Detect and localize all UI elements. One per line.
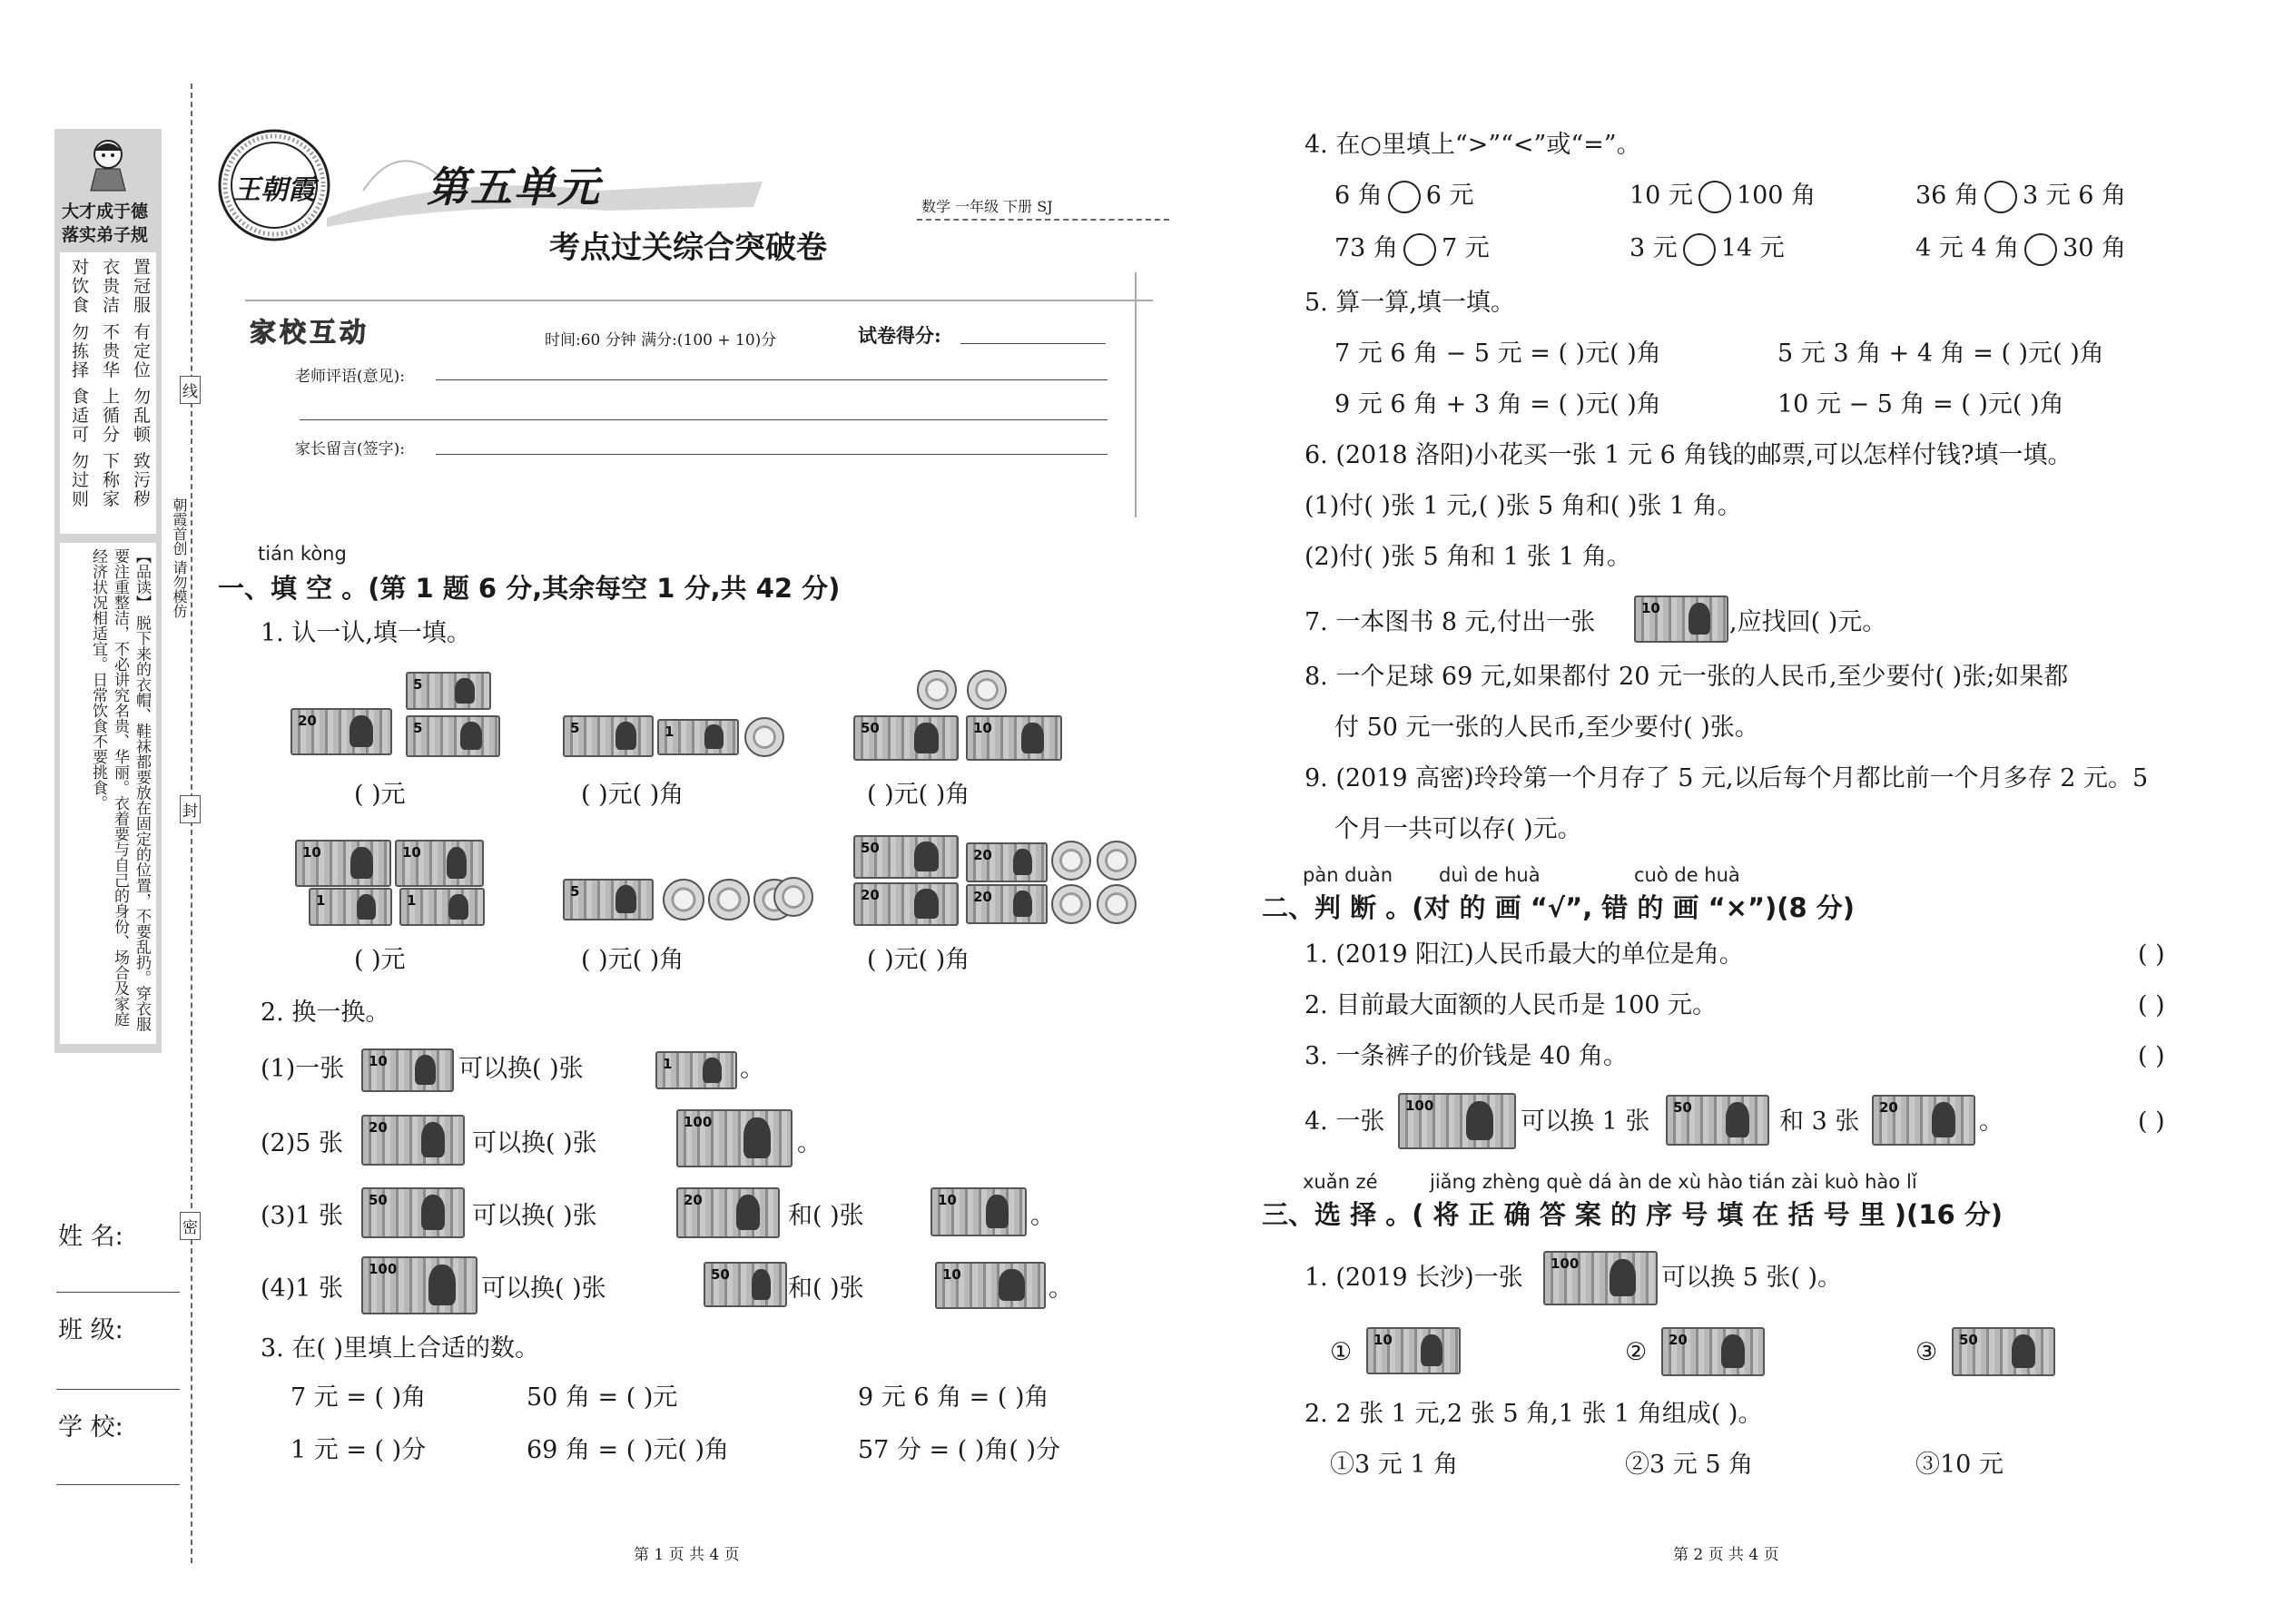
note-10 — [295, 840, 391, 887]
note-50 — [704, 1262, 787, 1307]
note-10 — [361, 1048, 454, 1092]
note-50 — [1666, 1095, 1769, 1146]
q6-1: (1)付( )张 1 元,( )张 5 角和( )张 1 角。 — [1305, 492, 1742, 520]
q4-item-left: 10 元 — [1629, 182, 1693, 210]
q2-2-b: 可以换( )张 — [472, 1129, 597, 1157]
cut-mark-line: 线 — [180, 376, 201, 404]
q4-item-right: 7 元 — [1441, 234, 1490, 262]
compare-circle[interactable] — [1698, 181, 1731, 213]
q8-a: 8. 一个足球 69 元,如果都付 20 元一张的人民币,至少要付( )张;如果都 — [1305, 663, 2069, 691]
note-value: 20 — [861, 887, 880, 903]
note-50 — [361, 1187, 465, 1238]
verse-col-1: 置冠服 有定位 勿乱顿 致污秽 — [131, 258, 151, 509]
q2-4-c: 和( )张 — [788, 1275, 864, 1303]
commentary-box — [60, 543, 156, 1044]
note-value: 20 — [369, 1119, 388, 1136]
q4-item-right: 6 元 — [1425, 182, 1474, 210]
note-value: 100 — [1551, 1255, 1580, 1272]
compare-circle[interactable] — [2024, 233, 2057, 266]
note-10 — [395, 840, 484, 887]
cut-line — [191, 84, 192, 1563]
school-field[interactable] — [56, 1484, 180, 1485]
q4-item-right: 30 角 — [2063, 234, 2127, 262]
q9-a: 9. (2019 高密)玲玲第一个月存了 5 元,以后每个月都比前一个月多存 2 元。5 — [1305, 764, 2149, 792]
coin-5-jiao — [917, 670, 957, 710]
q2-1-a: (1)一张 — [261, 1055, 345, 1083]
judge-1: 1. (2019 阳江)人民币最大的单位是角。 — [1305, 940, 1744, 969]
q4-item-left: 6 角 — [1334, 182, 1383, 210]
judge-4-c: 和 3 张 — [1779, 1107, 1860, 1136]
judge-paren-2[interactable]: ( ) — [2138, 991, 2165, 1019]
note-5 — [563, 879, 654, 920]
q2-3-c: 和( )张 — [788, 1202, 864, 1230]
teacher-comment-field-2[interactable] — [300, 419, 1108, 420]
moral-sidebar — [54, 129, 162, 1053]
note-value: 20 — [973, 889, 992, 905]
note-value: 50 — [861, 840, 880, 856]
sec3-pinyin-1: xuǎn zé — [1303, 1171, 1378, 1193]
choice-1-opt-3[interactable]: ③ — [1915, 1338, 1938, 1366]
coin-1-jiao — [744, 717, 784, 757]
judge-paren-3[interactable]: ( ) — [2138, 1042, 2165, 1070]
note-value: 10 — [1641, 600, 1660, 616]
note-10 — [930, 1187, 1027, 1236]
q2-1-c: 。 — [740, 1055, 764, 1083]
q2-2-c: 。 — [797, 1129, 822, 1157]
note-1 — [657, 719, 739, 755]
page-footer-2: 第 2 页 共 4 页 — [1673, 1546, 1779, 1564]
q4-item-left: 36 角 — [1915, 182, 1979, 210]
q2-4-b: 可以换( )张 — [481, 1275, 606, 1303]
note-value: 1 — [407, 892, 417, 909]
coin-1-yuan — [1051, 884, 1091, 924]
note-value: 50 — [861, 720, 880, 736]
q3-r1-c2: 50 角 = ( )元 — [527, 1383, 678, 1412]
note-value: 1 — [665, 723, 674, 740]
q4-item-6 — [1915, 232, 2126, 266]
judge-3: 3. 一条裤子的价钱是 40 角。 — [1305, 1042, 1628, 1070]
name-label: 姓 名: — [58, 1223, 123, 1251]
note-100 — [361, 1256, 478, 1314]
q7-b: ,应找回( )元。 — [1729, 608, 1887, 636]
note-20 — [853, 882, 959, 926]
score-label: 试卷得分: — [858, 324, 941, 347]
q3-r2-c1: 1 元 = ( )分 — [290, 1436, 427, 1464]
note-20 — [1872, 1095, 1975, 1146]
note-50 — [853, 715, 959, 761]
cut-mark-seal: 封 — [180, 795, 201, 823]
note-20 — [966, 884, 1048, 924]
compare-circle[interactable] — [1984, 181, 2017, 213]
class-field[interactable] — [56, 1389, 180, 1390]
header-vrule — [1135, 272, 1137, 517]
boy-illustration-icon — [82, 136, 134, 192]
q4-item-1 — [1334, 180, 1474, 213]
note-value: 10 — [369, 1053, 388, 1069]
note-1 — [309, 888, 392, 926]
sec3-pinyin-3: lǐ — [1906, 1171, 1917, 1193]
q4-item-left: 3 元 — [1629, 234, 1678, 262]
cut-mark-secret: 密 — [180, 1212, 201, 1240]
q2-3-a: (3)1 张 — [261, 1202, 344, 1230]
page-footer-1: 第 1 页 共 4 页 — [634, 1546, 740, 1564]
sec3-pinyin-2: jiǎng zhèng què dá àn de xù hào tián zài kuò hào — [1430, 1171, 1901, 1193]
q3-r2-c3: 57 分 = ( )角( )分 — [858, 1436, 1061, 1464]
note-value: 50 — [1673, 1099, 1692, 1116]
grade-tag: 数学 一年级 下册 SJ — [921, 198, 1053, 215]
note-100 — [676, 1109, 793, 1167]
choice-2-opt-3[interactable]: ③10 元 — [1915, 1451, 2004, 1479]
judge-2: 2. 目前最大面额的人民币是 100 元。 — [1305, 991, 1718, 1019]
teacher-comment-label: 老师评语(意见): — [295, 368, 405, 386]
note-20 — [290, 708, 392, 755]
parent-comment-label: 家长留言(签字): — [295, 440, 405, 458]
note-value: 10 — [942, 1266, 961, 1283]
q2-3-b: 可以换( )张 — [472, 1202, 597, 1230]
note-value: 10 — [973, 720, 992, 736]
coin-1-jiao — [967, 670, 1007, 710]
note-value: 10 — [1373, 1332, 1393, 1348]
note-10 — [1634, 595, 1728, 643]
q9-b: 个月一共可以存( )元。 — [1334, 815, 1582, 843]
q2-1-b: 可以换( )张 — [458, 1055, 584, 1083]
q7-a: 7. 一本图书 8 元,付出一张 — [1305, 608, 1596, 636]
q3-stem: 3. 在( )里填上合适的数。 — [261, 1334, 539, 1363]
q4-item-left: 4 元 4 角 — [1915, 234, 2020, 262]
coin-1-yuan — [1097, 884, 1137, 924]
verse-box — [60, 252, 156, 534]
choice-2-opt-1[interactable]: ①3 元 1 角 — [1330, 1451, 1459, 1479]
note-5 — [563, 715, 654, 757]
coin-5-jiao — [663, 879, 704, 920]
note-20 — [966, 842, 1048, 882]
q4-item-right: 14 元 — [1720, 234, 1785, 262]
q4-item-4 — [1334, 232, 1490, 266]
note-1 — [399, 888, 485, 926]
note-20 — [361, 1115, 465, 1166]
note-10 — [1366, 1327, 1461, 1374]
coin-1-yuan — [1051, 841, 1091, 881]
teacher-comment-field[interactable] — [436, 379, 1108, 380]
note-5 — [406, 672, 491, 710]
judge-4-a: 4. 一张 — [1305, 1107, 1385, 1136]
compare-circle[interactable] — [1683, 233, 1716, 266]
q5-stem: 5. 算一算,填一填。 — [1305, 289, 1515, 317]
slogan-2: 落实弟子规 — [62, 225, 149, 245]
choice-2-stem: 2. 2 张 1 元,2 张 5 角,1 张 1 角组成( )。 — [1305, 1400, 1763, 1428]
q2-3-d: 。 — [1030, 1202, 1055, 1230]
sec2-pinyin-3: cuò de huà — [1634, 864, 1740, 886]
q3-r1-c3: 9 元 6 角 = ( )角 — [858, 1383, 1049, 1412]
note-100 — [1543, 1251, 1658, 1305]
q1-stem: 1. 认一认,填一填。 — [261, 619, 471, 647]
q4-item-2 — [1629, 180, 1816, 213]
name-field[interactable] — [56, 1292, 180, 1293]
sec2-pinyin-2: duì de huà — [1439, 864, 1541, 886]
note-value: 10 — [402, 844, 421, 861]
logo-text: 王朝霞 — [233, 174, 315, 206]
note-value: 50 — [369, 1192, 388, 1208]
compare-circle[interactable] — [1403, 233, 1436, 266]
note-value: 5 — [570, 883, 580, 900]
note-value: 1 — [663, 1056, 673, 1072]
note-value: 20 — [684, 1192, 703, 1208]
coin-1-yuan — [1097, 841, 1137, 881]
note-value: 5 — [570, 720, 580, 736]
choice-1-b: 可以换 5 张( )。 — [1661, 1264, 1842, 1292]
header-rule — [245, 300, 1153, 301]
note-50 — [853, 835, 959, 879]
copyright-text: 朝霞首创 请勿模仿 — [171, 497, 188, 619]
judge-paren-4[interactable]: ( ) — [2138, 1107, 2165, 1136]
note-20 — [1661, 1327, 1765, 1376]
q1-answer-b: ( )元( )角 — [581, 781, 684, 809]
verse-col-2: 衣贵洁 不贵华 上循分 下称家 — [100, 258, 120, 509]
unit-title: 第五单元 — [427, 162, 601, 212]
q6-2: (2)付( )张 5 角和 1 张 1 角。 — [1305, 543, 1631, 571]
home-school-label: 家校互动 — [250, 317, 370, 348]
q4-item-3 — [1915, 180, 2126, 213]
note-100 — [1398, 1093, 1516, 1149]
q2-4-d: 。 — [1049, 1275, 1073, 1303]
q2-stem: 2. 换一换。 — [261, 999, 390, 1027]
judge-4-d: 。 — [1979, 1107, 2004, 1136]
note-value: 100 — [369, 1261, 398, 1277]
note-value: 50 — [711, 1266, 730, 1283]
tag-line — [917, 219, 1169, 221]
note-20 — [676, 1187, 780, 1238]
commentary-text: 【品读】 脱下来的衣帽、鞋袜都要放在固定的位置，不要乱扔。穿衣服要注重整洁，不必讲究名贵、华丽。衣着要与自己的身份、场合及家庭经济状况相适宜。日常饮食不要挑食。 — [89, 548, 151, 1032]
note-value: 100 — [684, 1114, 713, 1130]
note-value: 5 — [413, 720, 423, 736]
verse-col-3: 对饮食 勿拣择 食适可 勿过则 — [69, 258, 89, 509]
note-value: 20 — [1879, 1099, 1898, 1116]
class-label: 班 级: — [58, 1316, 123, 1344]
q5-r1-c2: 5 元 3 角 + 4 角 = ( )元( )角 — [1777, 340, 2104, 368]
q4-item-left: 73 角 — [1334, 234, 1398, 262]
note-1 — [655, 1051, 737, 1089]
time-score: 时间:60 分钟 满分:(100 + 10)分 — [545, 331, 777, 349]
q1-answer-d: ( )元 — [354, 946, 406, 974]
q6-stem: 6. (2018 洛阳)小花买一张 1 元 6 角钱的邮票,可以怎样付钱?填一填。 — [1305, 441, 2072, 469]
note-value: 20 — [298, 713, 317, 729]
note-value: 1 — [316, 892, 326, 909]
choice-1-a: 1. (2019 长沙)一张 — [1305, 1264, 1523, 1292]
exam-subtitle: 考点过关综合突破卷 — [549, 230, 827, 266]
sec2-title: 二、判 断 。(对 的 画 “√”, 错 的 画 “×”)(8 分) — [1262, 892, 1856, 923]
coin-5-jiao — [708, 879, 750, 920]
note-50 — [1952, 1327, 2055, 1376]
q4-item-right: 100 角 — [1736, 182, 1816, 210]
q4-item-5 — [1629, 232, 1785, 266]
note-value: 100 — [1405, 1097, 1434, 1114]
choice-2-opt-2[interactable]: ②3 元 5 角 — [1625, 1451, 1754, 1479]
note-10 — [935, 1262, 1046, 1309]
note-value: 20 — [973, 847, 992, 863]
q1-answer-f: ( )元( )角 — [867, 946, 970, 974]
q3-r2-c2: 69 角 = ( )元( )角 — [527, 1436, 730, 1464]
coin-5-jiao — [773, 877, 813, 917]
q4-stem: 4. 在○里填上“>”“<”或“=”。 — [1305, 131, 1641, 159]
note-5 — [406, 715, 500, 757]
q5-r1-c1: 7 元 6 角 − 5 元 = ( )元( )角 — [1334, 340, 1661, 368]
sec3-title: 三、选 择 。( 将 正 确 答 案 的 序 号 填 在 括 号 里 )(16 分) — [1262, 1199, 2004, 1230]
sec1-pinyin: tián kòng — [258, 543, 347, 565]
sec1-title: 一、填 空 。(第 1 题 6 分,其余每空 1 分,共 42 分) — [218, 573, 841, 604]
slogan-1: 大才成于德 — [62, 202, 149, 221]
sec2-pinyin-1: pàn duàn — [1303, 864, 1393, 886]
note-value: 10 — [938, 1192, 957, 1208]
q3-r1-c1: 7 元 = ( )角 — [290, 1383, 427, 1412]
score-field[interactable] — [960, 343, 1106, 344]
school-label: 学 校: — [58, 1413, 123, 1442]
parent-comment-field[interactable] — [436, 454, 1108, 455]
q5-r2-c1: 9 元 6 角 + 3 角 = ( )元( )角 — [1334, 390, 1661, 418]
choice-1-opt-1[interactable]: ① — [1330, 1338, 1353, 1366]
note-value: 10 — [302, 844, 321, 861]
note-value: 50 — [1959, 1332, 1978, 1348]
q1-answer-e: ( )元( )角 — [581, 946, 684, 974]
q1-answer-c: ( )元( )角 — [867, 781, 970, 809]
judge-paren-1[interactable]: ( ) — [2138, 940, 2165, 969]
q1-answer-a: ( )元 — [354, 781, 406, 809]
q2-4-a: (4)1 张 — [261, 1275, 344, 1303]
q5-r2-c2: 10 元 − 5 角 = ( )元( )角 — [1777, 390, 2064, 418]
q8-b: 付 50 元一张的人民币,至少要付( )张。 — [1334, 714, 1759, 742]
note-10 — [966, 715, 1062, 761]
judge-4-b: 可以换 1 张 — [1521, 1107, 1650, 1136]
choice-1-opt-2[interactable]: ② — [1625, 1338, 1648, 1366]
q2-2-a: (2)5 张 — [261, 1129, 344, 1157]
compare-circle[interactable] — [1388, 181, 1421, 213]
q4-item-right: 3 元 6 角 — [2022, 182, 2127, 210]
note-value: 5 — [413, 676, 423, 693]
note-value: 20 — [1669, 1332, 1688, 1348]
